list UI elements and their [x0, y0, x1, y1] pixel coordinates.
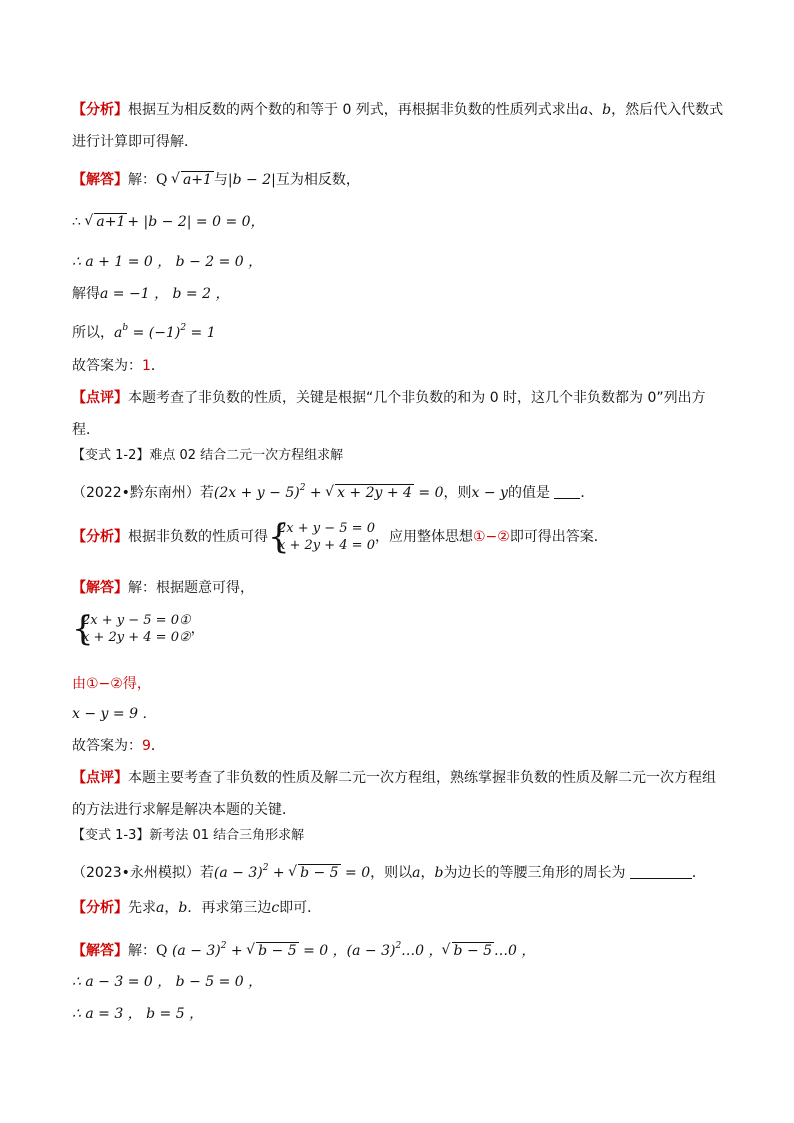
step-2: ∴ a + 1 = 0 ， b − 2 = 0 ， — [72, 254, 263, 270]
system-row-1: 2x + y − 5 = 0① — [82, 613, 191, 628]
variant-1-3-title: 【变式 1-3】新考法 01 结合三角形求解 — [72, 828, 305, 843]
var-c: c — [271, 900, 280, 916]
dot: ． — [580, 485, 595, 501]
abs-expression: |b − 2| — [227, 172, 276, 188]
comment-text-1: 本题主要考查了非负数的性质及解二元一次方程组，熟练掌握非负数的性质及解二元一次方程组 — [128, 770, 716, 786]
var-a: a — [412, 865, 421, 881]
question-var: x − y — [471, 485, 508, 501]
comment-line-1 — [72, 388, 734, 408]
sqrt-radicand: a+1 — [96, 214, 126, 230]
sqrt-expression — [326, 483, 414, 503]
answer-line — [72, 170, 734, 190]
comment-tag: 【点评】 — [72, 390, 128, 406]
ans-mid: (a − 3) — [346, 943, 396, 959]
step-1 — [72, 212, 734, 232]
analysis-text: 根据非负数的性质可得 — [128, 529, 268, 545]
question-end: 为边长的等腰三角形的周长为 — [443, 865, 626, 881]
final-value: 9 — [142, 738, 151, 754]
step-1-rest: + |b − 2| = 0 = 0， — [127, 214, 265, 230]
analysis-tag: 【分析】 — [72, 900, 128, 916]
question-text: ，则 — [443, 485, 472, 501]
answer-blank[interactable] — [554, 484, 580, 499]
expr-exponent: 2 — [299, 483, 306, 493]
comma: ， — [420, 865, 435, 881]
since-symbol: Q — [156, 172, 168, 188]
answer-intro: 解： — [128, 943, 156, 959]
final-end: ． — [150, 358, 165, 374]
step-2: ∴ a = 3 ， b = 5 ， — [72, 1006, 204, 1022]
sqrt-radicand: a+1 — [182, 172, 212, 188]
var-b: b — [602, 102, 612, 118]
system-tail: ， — [190, 621, 205, 637]
separator: 、 — [588, 102, 603, 118]
expr-plus: + — [268, 865, 290, 881]
equation-system — [268, 517, 375, 557]
sqrt-expression — [443, 941, 495, 961]
answer-text: 解：根据题意可得， — [128, 580, 254, 596]
step-3-expr: a = −1 ， b = 2 ， — [100, 286, 230, 302]
step-4-rest: = (−1) — [128, 325, 181, 341]
analysis-text-2: ．再求第三边 — [187, 900, 272, 916]
final-label: 故答案为： — [72, 358, 142, 374]
question-text: ，则以 — [370, 865, 413, 881]
comment-line-2 — [72, 800, 734, 820]
and-text: 与 — [213, 172, 228, 188]
comment-tag: 【点评】 — [72, 770, 128, 786]
power-base: a — [114, 325, 123, 341]
expr-exponent: 2 — [262, 863, 269, 873]
step-4-label: 所以， — [72, 325, 114, 341]
brace: { — [72, 609, 94, 649]
step-4-tail: = 1 — [186, 325, 216, 341]
ans-tail: …0 ， — [494, 943, 536, 959]
equation-system — [72, 609, 191, 649]
ans-exponent: 2 — [220, 941, 227, 951]
var-a: a — [156, 900, 165, 916]
sqrt-expression — [247, 941, 299, 961]
analysis-text-3: 进行计算即可得解． — [72, 134, 198, 150]
question-source: （2023•永州模拟）若 — [72, 865, 214, 881]
analysis-text-3: 即可． — [279, 900, 322, 916]
comment-text-2: 程． — [72, 422, 100, 438]
since-symbol: Q — [156, 943, 168, 959]
comment-line-2 — [72, 420, 734, 440]
comment-text-1: 本题考查了非负数的性质，关键是根据“几个非负数的和为 0 时，这几个非负数都为 0”列出方 — [128, 390, 706, 406]
ans-mid-exponent: 2 — [395, 941, 402, 951]
dot: ． — [691, 865, 706, 881]
expr-pre: (a − 3) — [213, 865, 263, 881]
expr-post: = 0 — [413, 485, 444, 501]
analysis-text-2: ，应用整体思想 — [374, 529, 473, 545]
question-end: 的值是 — [507, 485, 550, 501]
comma: ， — [164, 900, 179, 916]
ans-plus: + — [226, 943, 248, 959]
variant-1-2-system — [72, 609, 734, 656]
analysis-red: ①−② — [472, 529, 510, 545]
ans-mid-post: …0 ， — [401, 943, 443, 959]
var-a: a — [579, 102, 589, 118]
comment-line-1 — [72, 768, 734, 788]
answer-tag: 【解答】 — [72, 580, 128, 596]
comment-text-2: 的方法进行求解是解决本题的关键． — [72, 802, 296, 818]
question-source: （2022•黔东南州）若 — [72, 485, 214, 501]
final-end: ． — [150, 738, 165, 754]
sqrt-radicand: x + 2y + 4 — [337, 485, 412, 501]
variant-1-3-question — [72, 858, 734, 883]
sqrt-radicand: b − 5 — [258, 943, 297, 959]
variant-1-2-question — [72, 478, 734, 503]
analysis-tag: 【分析】 — [72, 529, 128, 545]
variant-1-2-answer — [72, 578, 734, 598]
expr-post: = 0 — [340, 865, 371, 881]
ans-post: = 0 ， — [298, 943, 347, 959]
system-row-2: x + 2y + 4 = 0② — [82, 630, 191, 645]
analysis-text-2: ，然后代入代数式 — [611, 102, 724, 118]
sqrt-expression — [172, 170, 214, 190]
analysis-text-3: 即可得出答案． — [509, 529, 608, 545]
analysis-line-2 — [72, 132, 734, 152]
answer-tag: 【解答】 — [72, 172, 128, 188]
analysis-text: 先求 — [128, 900, 156, 916]
from-step: 由①−②得， — [72, 676, 151, 692]
step-3-label: 解得 — [72, 286, 100, 302]
var-b: b — [178, 900, 188, 916]
step-1: ∴ a − 3 = 0 ， b − 5 = 0 ， — [72, 974, 263, 990]
sqrt-radicand: b − 5 — [453, 943, 493, 959]
answer-tag: 【解答】 — [72, 943, 128, 959]
expr-plus: + — [305, 485, 327, 501]
final-answer — [72, 736, 734, 756]
variant-1-3-answer — [72, 936, 734, 961]
power-exponent-2: 2 — [180, 323, 187, 333]
variant-1-2-title: 【变式 1-2】难点 02 结合二元一次方程组求解 — [72, 448, 344, 463]
sqrt-radicand: b − 5 — [300, 865, 339, 881]
final-label: 故答案为： — [72, 738, 142, 754]
brace: { — [268, 517, 290, 557]
variant-1-3-analysis — [72, 898, 734, 918]
expr-pre: (2x + y − 5) — [213, 485, 300, 501]
answer-intro: 解： — [128, 172, 156, 188]
analysis-tag: 【分析】 — [72, 102, 128, 118]
system-row-2: x + 2y + 4 = 0 — [278, 538, 375, 553]
result: x − y = 9 ． — [72, 706, 157, 722]
analysis-line-1 — [72, 100, 734, 120]
analysis-text: 根据互为相反数的两个数的和等于 0 列式，再根据非负数的性质列式求出 — [128, 102, 580, 118]
final-answer — [72, 356, 734, 376]
opposite-text: 互为相反数， — [275, 172, 360, 188]
step-3 — [72, 284, 734, 304]
sqrt-expression — [289, 863, 341, 883]
therefore-symbol: ∴ — [72, 214, 81, 230]
system-row-1: 2x + y − 5 = 0 — [278, 521, 375, 536]
variant-1-2-analysis — [72, 517, 734, 560]
final-value: 1 — [142, 358, 151, 374]
step-4 — [72, 318, 734, 343]
sqrt-expression — [85, 212, 127, 232]
var-b: b — [434, 865, 444, 881]
ans-pre: (a − 3) — [171, 943, 221, 959]
answer-blank[interactable] — [630, 864, 692, 879]
power-exponent: b — [122, 323, 129, 333]
